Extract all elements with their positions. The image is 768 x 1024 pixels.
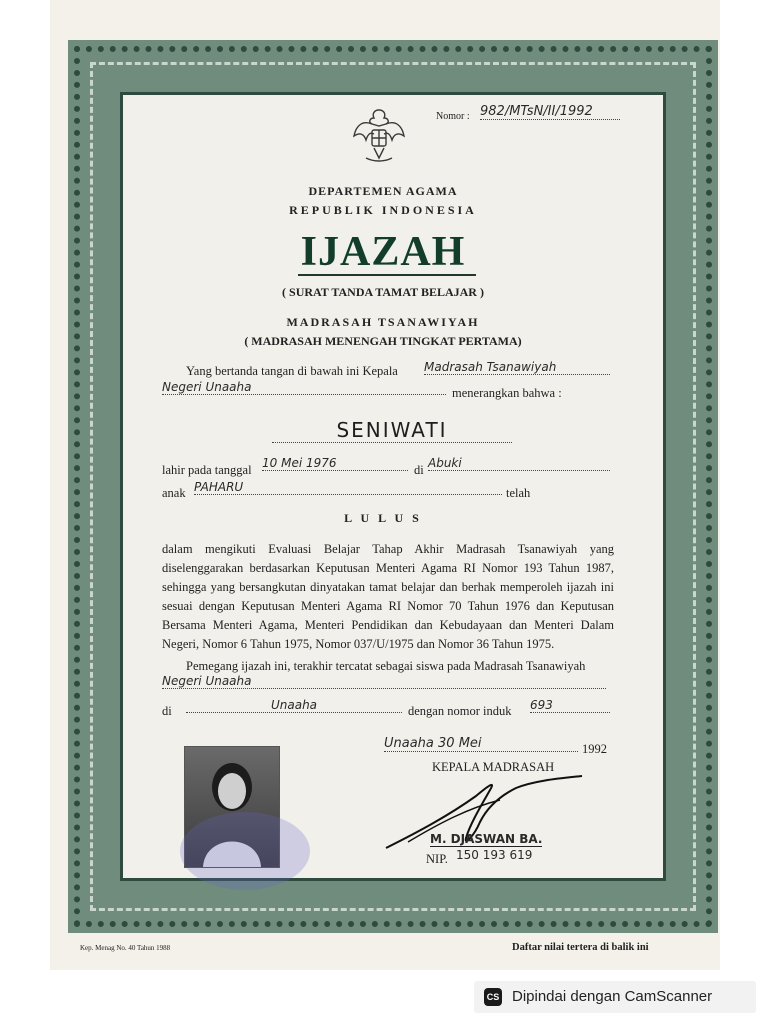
parent-name: PAHARU [194,480,502,495]
holder-paragraph: Pemegang ijazah ini, terakhir tercatat sebagai siswa pada Madrasah Tsanawiyah [186,659,586,673]
born-date: 10 Mei 1976 [262,456,408,471]
camscanner-logo-icon: CS [484,988,502,1006]
has-label: telah [506,486,531,500]
footer-decree: Kep. Menag No. 40 Tahun 1988 [80,944,171,952]
department-heading: DEPARTEMEN AGAMA [308,184,458,198]
school-type-sub: ( MADRASAH MENENGAH TINGKAT PERTAMA) [244,334,522,348]
garuda-emblem-icon [350,104,408,168]
title-underline [298,274,476,276]
sign-place-date: Unaaha 30 Mei [384,736,578,752]
induk-value: 693 [530,698,610,713]
result-heading: L U L U S [344,511,422,525]
document-subtitle: ( SURAT TANDA TAMAT BELAJAR ) [282,285,484,299]
holder-school: Negeri Unaaha [162,674,606,689]
head-of-line1: Madrasah Tsanawiyah [424,360,610,375]
head-name: M. DJASWAN BA. [430,832,543,846]
body-paragraph: dalam mengikuti Evaluasi Belajar Tahap Akhir Madrasah Tsanawiyah yang diselenggarakan berdasarkan Keputusan Menteri Agama RI Nomor 193 Tahun 1987, sehingga yang bersangkutan dinyatakan tamat belajar dan berhak memperoleh ijazah ini sesuai dengan Keputusan Menteri Agama RI Nomor 70 Tahun 1976 dan Keputusan Bersama Menteri Agama, Menteri Pendidikan dan Kebudayaan dan Menteri Dalam Negeri, Nomor 6 Tahun 1975, Nomor 037/U/1975 dan Nomor 36 Tahun 1975. [162,542,614,651]
at-label: di [414,463,424,477]
nomor-label: Nomor : [436,111,470,122]
nomor-value: 982/MTsN/II/1992 [480,104,620,120]
ink-stamp-smudge [180,812,310,890]
school-location: Unaaha [186,698,402,713]
camscanner-label: Dipindai dengan CamScanner [512,988,713,1005]
nip-value: 150 193 619 [456,848,533,862]
declares-text: menerangkan bahwa : [452,386,562,400]
intro-text: Yang bertanda tangan di bawah ini Kepala [186,364,398,378]
at2-label: di [162,704,172,718]
nip-label: NIP. [426,852,448,866]
camscanner-badge [474,981,756,1013]
sign-role: KEPALA MADRASAH [432,760,555,774]
school-type: MADRASAH TSANAWIYAH [286,315,480,329]
footer-note: Daftar nilai tertera di balik ini [512,942,649,953]
induk-label: dengan nomor induk [408,704,512,718]
sign-year: 1992 [582,742,607,756]
student-name: SENIWATI [272,418,512,443]
head-of-line2: Negeri Unaaha [162,380,446,395]
child-of-label: anak [162,486,186,500]
born-place: Abuki [428,456,610,471]
document-title: IJAZAH [300,229,466,275]
republic-heading: REPUBLIK INDONESIA [289,203,477,217]
born-label: lahir pada tanggal [162,463,252,477]
